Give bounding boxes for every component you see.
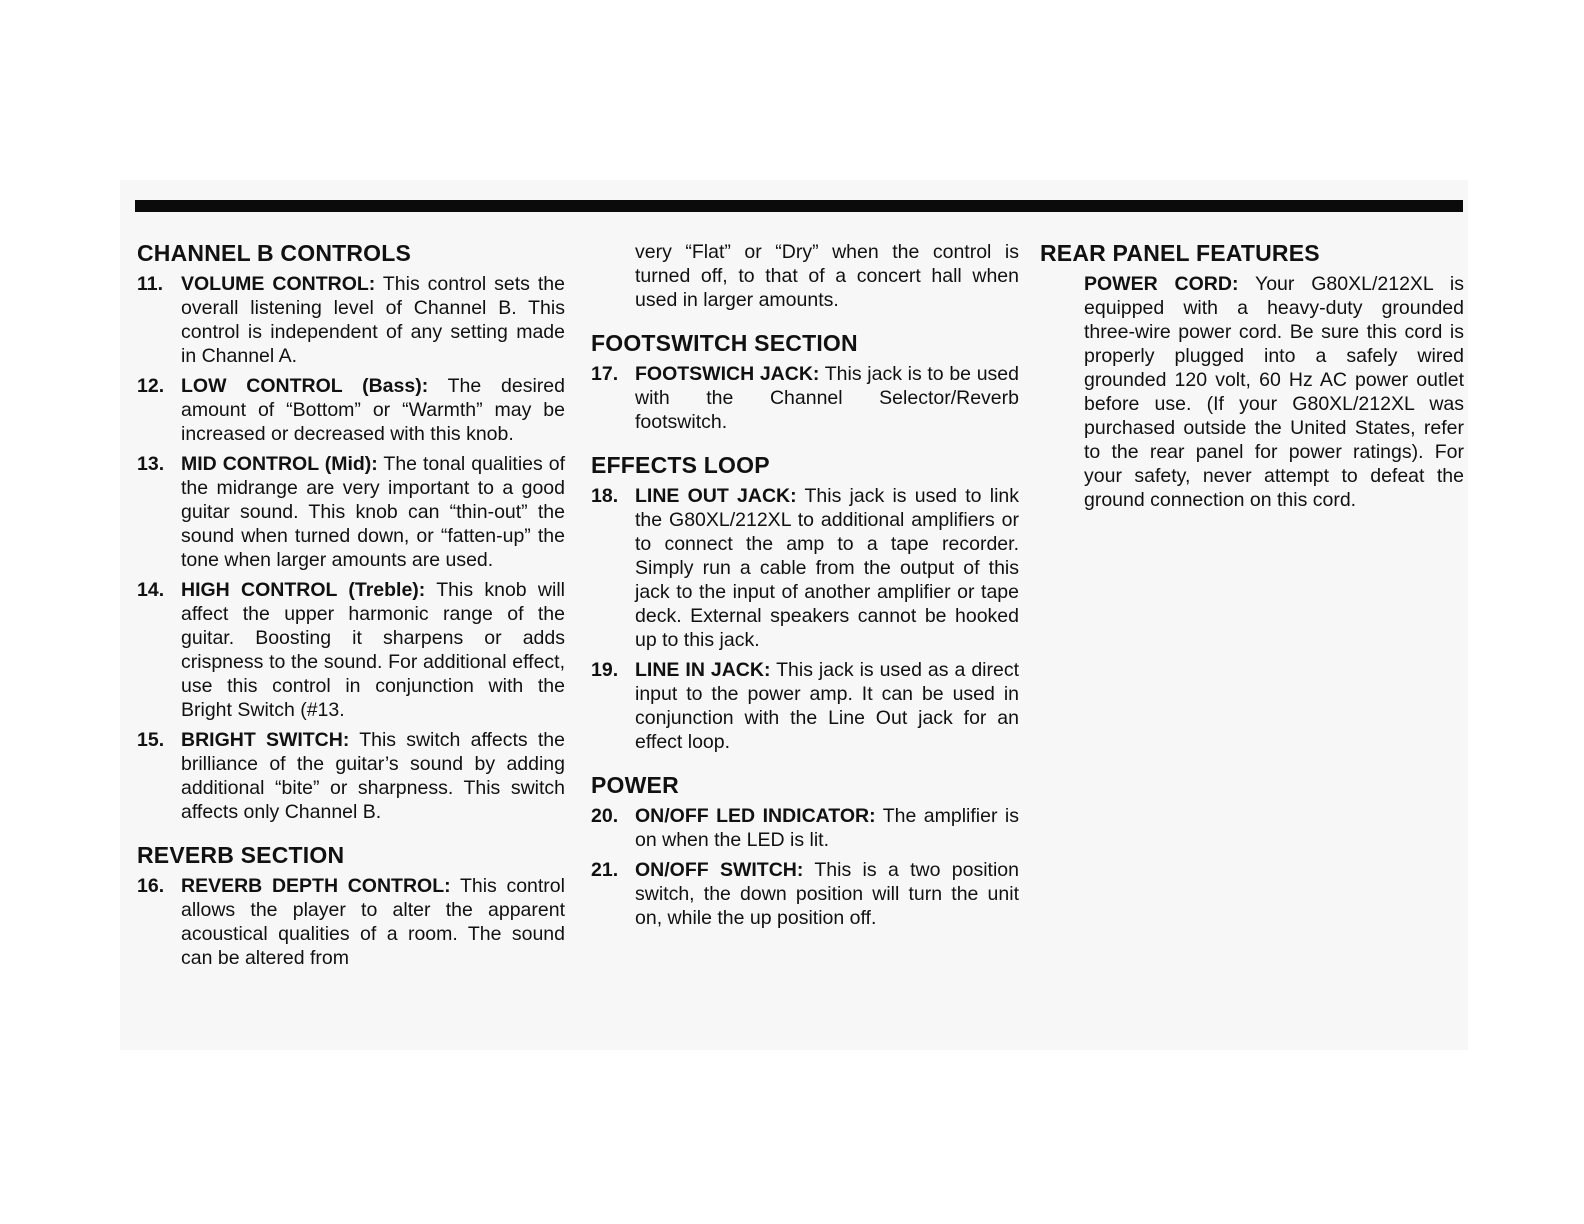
item-number: 19. [591, 659, 619, 681]
item-term: POWER CORD: [1084, 273, 1239, 295]
list-item [591, 804, 1019, 852]
heading-power: POWER [591, 772, 679, 798]
item-number: 21. [591, 859, 619, 881]
item-number: 18. [591, 485, 619, 507]
item-number: 16. [137, 875, 165, 897]
item-body: Your G80XL/212XL is equipped with a heavy-duty grounded three-wire power cord. Be sure this cord is properly plugged into a safely wired grounded 120 volt, 60 Hz AC power outlet before use. (If your G80XL/212XL was purchased outside the United States, refer to the rear panel for power ratings). For your safety, never attempt to defeat the ground connection on this cord. [1084, 273, 1464, 511]
continued-text: very “Flat” or “Dry” when the control is turned off, to that of a concert hall when used in larger amounts. [635, 241, 1019, 311]
item-term: FOOTSWICH JACK: [635, 363, 820, 385]
column-2 [591, 240, 1019, 936]
item-body: The amplifier is on when the LED is lit. [635, 805, 1019, 851]
header-rule [135, 200, 1463, 212]
item-number: 15. [137, 729, 165, 751]
item-number: 13. [137, 453, 165, 475]
item-text [635, 484, 1019, 652]
item-body: This switch affects the brilliance of the guitar’s sound by adding additional “bite” or sharpness. This switch affects only Channel B. [181, 729, 565, 823]
list-item [137, 272, 565, 368]
item-term: VOLUME CONTROL: [181, 273, 376, 295]
item-number: 12. [137, 375, 165, 397]
column-3 [1040, 240, 1464, 512]
item-body: This control sets the overall listening level of Channel B. This control is independent of any setting made in Channel A. [181, 273, 565, 367]
item-term: REVERB DEPTH CONTROL: [181, 875, 451, 897]
item-number: 17. [591, 363, 619, 385]
item-body: This jack is used as a direct input to the power amp. It can be used in conjunction with the Line Out jack for an effect loop. [635, 659, 1019, 753]
item-text [635, 362, 1019, 434]
list-item [591, 658, 1019, 754]
heading-effects-loop: EFFECTS LOOP [591, 452, 770, 478]
list-item [137, 452, 565, 572]
item-term: HIGH CONTROL (Treble): [181, 579, 426, 601]
item-term: LINE IN JACK: [635, 659, 771, 681]
item-text [635, 804, 1019, 852]
item-number: 14. [137, 579, 165, 601]
item-text [181, 874, 565, 970]
heading-channel-b-controls: CHANNEL B CONTROLS [137, 240, 412, 266]
item-number: 11. [137, 273, 164, 295]
item-body: The desired amount of “Bottom” or “Warmth” may be increased or decreased with this knob. [181, 375, 565, 445]
column-1 [137, 240, 565, 976]
item-text [181, 452, 565, 572]
list-item [137, 874, 565, 970]
item-term: BRIGHT SWITCH: [181, 729, 350, 751]
heading-reverb-section: REVERB SECTION [137, 842, 345, 868]
item-text [181, 578, 565, 722]
power-cord-paragraph [1040, 272, 1464, 512]
list-item [591, 858, 1019, 930]
heading-footswitch-section: FOOTSWITCH SECTION [591, 330, 858, 356]
item-body: This control allows the player to alter the apparent acoustical qualities of a room. The sound can be altered from [181, 875, 565, 969]
item-term: LOW CONTROL (Bass): [181, 375, 429, 397]
item-term: MID CONTROL (Mid): [181, 453, 378, 475]
item-text [635, 858, 1019, 930]
item-body: This is a two position switch, the down position will turn the unit on, while the up position off. [635, 859, 1019, 929]
item-body: This jack is to be used with the Channel Selector/Reverb footswitch. [635, 363, 1019, 433]
item-term: ON/OFF LED INDICATOR: [635, 805, 876, 827]
item-text [181, 374, 565, 446]
heading-rear-panel-features: REAR PANEL FEATURES [1040, 240, 1320, 266]
item-term: ON/OFF SWITCH: [635, 859, 804, 881]
item-text [181, 728, 565, 824]
list-item [591, 362, 1019, 434]
item-body: This knob will affect the upper harmonic range of the guitar. Boosting it sharpens or adds crispness to the sound. For additional effect, use this control in conjunction with the Bright Switch (#13. [181, 579, 565, 721]
item-body: This jack is used to link the G80XL/212XL to additional amplifiers or to connect the amp to a tape recorder. Simply run a cable from the output of this jack to the input of another amplifier or tape deck. External speakers cannot be hooked up to this jack. [635, 485, 1019, 651]
list-item [137, 374, 565, 446]
item-term: LINE OUT JACK: [635, 485, 797, 507]
item-body: The tonal qualities of the midrange are very important to a good guitar sound. This knob can “thin-out” the sound when turned down, or “fatten-up” the tone when larger amounts are used. [181, 453, 565, 571]
list-item [137, 728, 565, 824]
list-item [137, 578, 565, 722]
item-number: 20. [591, 805, 619, 827]
list-item [591, 484, 1019, 652]
item-text [181, 272, 565, 368]
item-text [635, 658, 1019, 754]
